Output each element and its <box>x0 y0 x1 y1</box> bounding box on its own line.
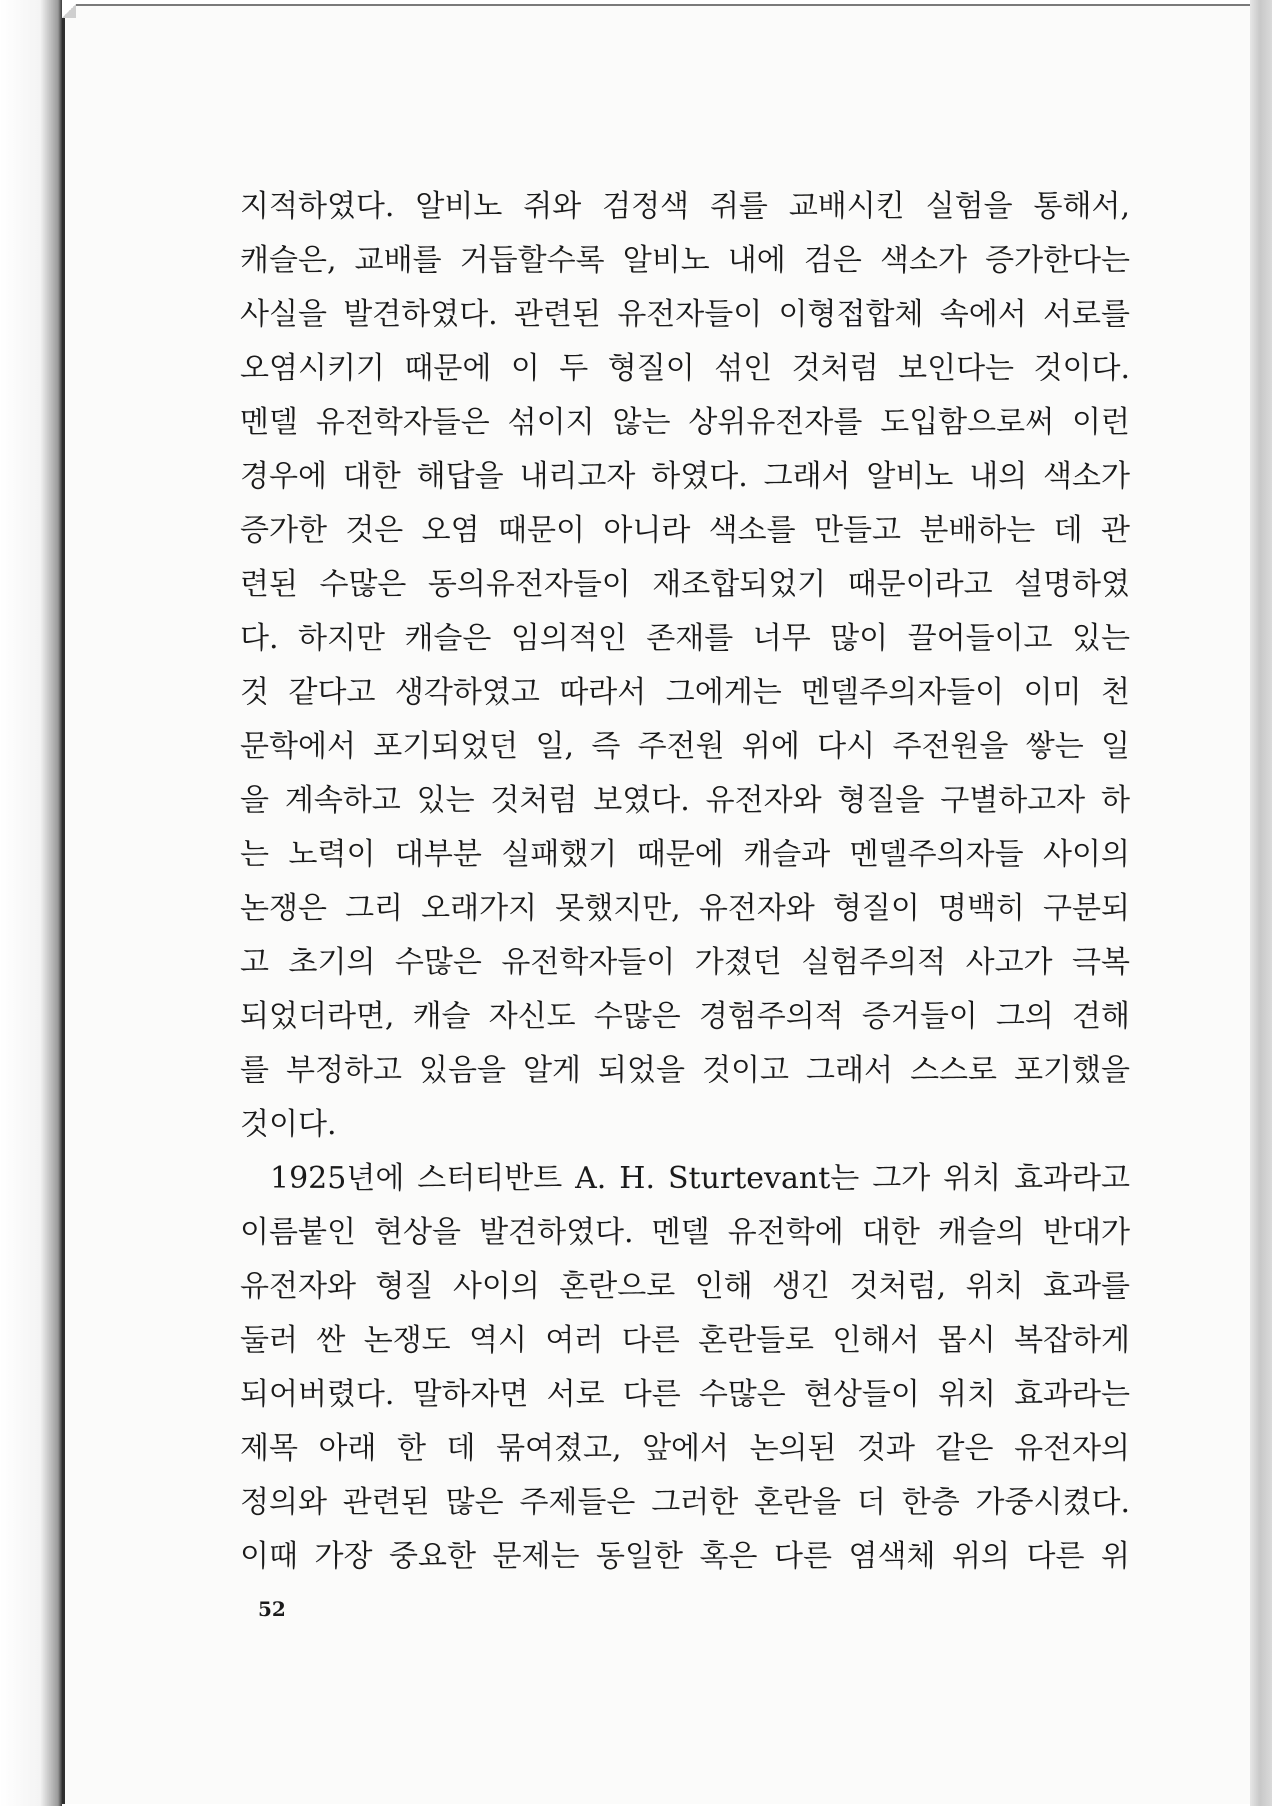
text-line: 다. 하지만 캐슬은 임의적인 존재를 너무 많이 끌어들이고 있는 <box>240 621 1130 656</box>
text-line: 둘러 싼 논쟁도 역시 여러 다른 혼란들로 인해서 몹시 복잡하게 <box>240 1323 1130 1358</box>
text-line: 오염시키기 때문에 이 두 형질이 섞인 것처럼 보인다는 것이다. <box>240 351 1130 386</box>
text-line: 논쟁은 그리 오래가지 못했지만, 유전자와 형질이 명백히 구분되 <box>240 891 1130 926</box>
paragraph <box>240 180 1130 1152</box>
text-line: 이때 가장 중요한 문제는 동일한 혹은 다른 염색체 위의 다른 위 <box>240 1539 1130 1574</box>
text-line: 는 노력이 대부분 실패했기 때문에 캐슬과 멘델주의자들 사이의 <box>240 837 1130 872</box>
text-line: 것이다. <box>240 1107 337 1142</box>
text-line: 을 계속하고 있는 것처럼 보였다. 유전자와 형질을 구별하고자 하 <box>240 783 1130 818</box>
text-line: 제목 아래 한 데 묶여졌고, 앞에서 논의된 것과 같은 유전자의 <box>240 1431 1130 1466</box>
text-line: 문학에서 포기되었던 일, 즉 주전원 위에 다시 주전원을 쌓는 일 <box>240 729 1130 764</box>
text-line: 되어버렸다. 말하자면 서로 다른 수많은 현상들이 위치 효과라는 <box>240 1377 1130 1412</box>
page-right-edge <box>1250 0 1272 1806</box>
text-line: 정의와 관련된 많은 주제들은 그러한 혼란을 더 한층 가중시켰다. <box>240 1485 1130 1520</box>
text-line: 경우에 대한 해답을 내리고자 하였다. 그래서 알비노 내의 색소가 <box>240 459 1130 494</box>
text-line: 사실을 발견하였다. 관련된 유전자들이 이형접합체 속에서 서로를 <box>240 297 1130 332</box>
text-line: 이름붙인 현상을 발견하였다. 멘델 유전학에 대한 캐슬의 반대가 <box>240 1215 1130 1250</box>
text-line: 증가한 것은 오염 때문이 아니라 색소를 만들고 분배하는 데 관 <box>240 513 1130 548</box>
text-line: 지적하였다. 알비노 쥐와 검정색 쥐를 교배시킨 실험을 통해서, <box>240 189 1130 224</box>
text-line: 캐슬은, 교배를 거듭할수록 알비노 내에 검은 색소가 증가한다는 <box>240 243 1130 278</box>
book-spine-edge <box>0 0 62 1806</box>
text-line: 1925년에 스터티반트 A. H. Sturtevant는 그가 위치 효과라고 <box>270 1161 1130 1196</box>
text-line: 고 초기의 수많은 유전학자들이 가졌던 실험주의적 사고가 극복 <box>240 945 1130 980</box>
paragraphs <box>240 180 1130 1584</box>
text-line: 것 같다고 생각하였고 따라서 그에게는 멘델주의자들이 이미 천 <box>240 675 1130 710</box>
body-text <box>240 180 1130 1584</box>
page-number: 52 <box>258 1597 286 1621</box>
text-line: 련된 수많은 동의유전자들이 재조합되었기 때문이라고 설명하였 <box>240 567 1130 602</box>
text-line: 를 부정하고 있음을 알게 되었을 것이고 그래서 스스로 포기했을 <box>240 1053 1130 1088</box>
text-line: 멘델 유전학자들은 섞이지 않는 상위유전자를 도입함으로써 이런 <box>240 405 1130 440</box>
text-line: 되었더라면, 캐슬 자신도 수많은 경험주의적 증거들이 그의 견해 <box>240 999 1130 1034</box>
page-corner <box>62 4 76 18</box>
text-line: 유전자와 형질 사이의 혼란으로 인해 생긴 것처럼, 위치 효과를 <box>240 1269 1130 1304</box>
paragraph <box>240 1152 1130 1584</box>
